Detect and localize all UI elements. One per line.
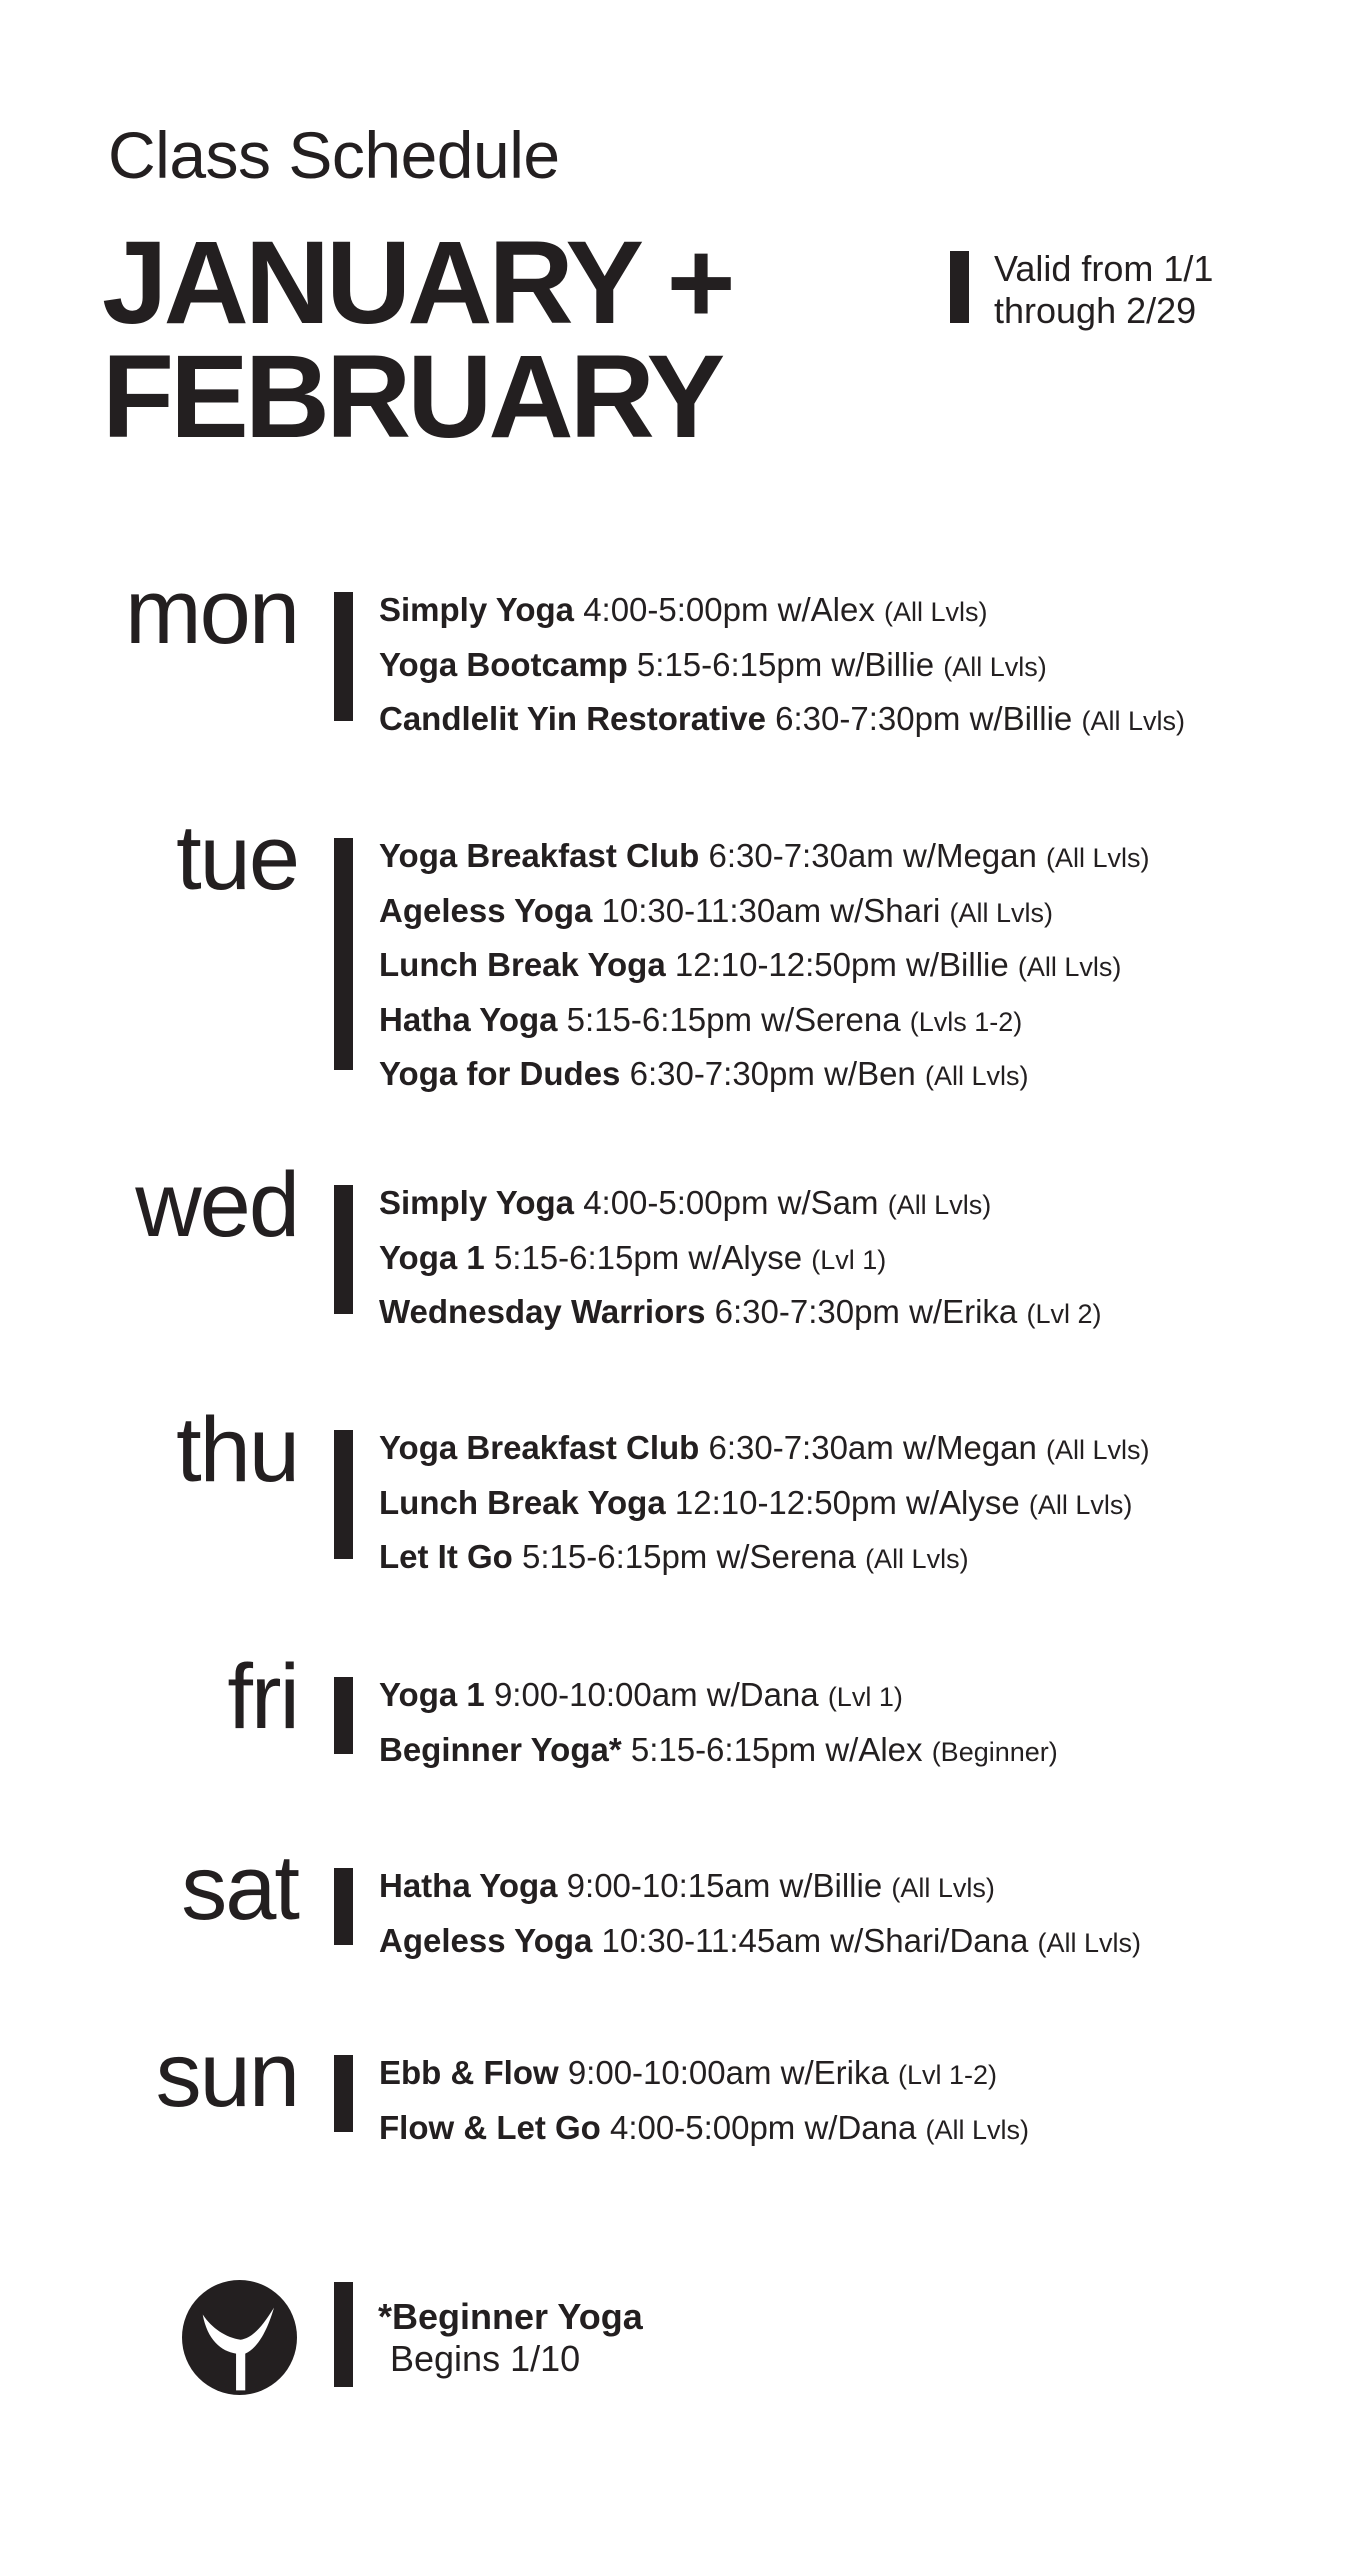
class-time: 5:15-6:15pm [630, 1730, 817, 1768]
class-teacher: w/Alex [777, 591, 875, 628]
validity-divider [950, 251, 969, 323]
class-teacher: w/Alyse [688, 1238, 803, 1276]
validity-note [994, 248, 1213, 332]
class-teacher: w/Serena [716, 1538, 856, 1575]
day-divider [334, 2055, 353, 2132]
class-teacher: w/Ben [824, 1055, 916, 1092]
class-list [379, 2047, 1029, 2156]
footer-note-title: *Beginner Yoga [378, 2296, 643, 2337]
class-name: Hatha Yoga [379, 1000, 558, 1038]
day-divider [334, 1430, 353, 1559]
day-name: fri [227, 1646, 298, 1748]
class-name: Flow & Let Go [379, 2108, 601, 2146]
class-teacher: w/Megan [902, 1429, 1037, 1466]
class-time: 6:30-7:30pm [714, 1293, 900, 1330]
class-list [379, 1860, 1141, 1969]
class-name: Candlelit Yin Restorative [379, 700, 766, 737]
class-time: 5:15-6:15pm [493, 1238, 680, 1276]
class-name: Simply Yoga [379, 591, 575, 628]
class-name: Ageless Yoga [379, 891, 593, 929]
class-name: Yoga Breakfast Club [379, 1429, 700, 1466]
class-row [379, 939, 1150, 994]
class-level: (Lvl 1) [827, 1682, 903, 1712]
class-list [379, 1177, 1101, 1341]
validity-line-1: Valid from 1/1 [994, 248, 1214, 289]
class-level: (All Lvls) [1028, 1489, 1133, 1520]
class-level: (All Lvls) [924, 1061, 1029, 1091]
class-row [379, 1422, 1150, 1477]
class-teacher: w/Billie [969, 700, 1073, 737]
footer-note-sub: Begins 1/10 [390, 2338, 581, 2379]
class-name: Simply Yoga [379, 1184, 575, 1221]
day-name: tue [176, 807, 298, 909]
class-name: Yoga for Dudes [379, 1055, 621, 1092]
class-row [379, 1477, 1150, 1532]
class-level: (All Lvls) [1046, 1435, 1150, 1465]
class-name: Let It Go [379, 1538, 513, 1575]
class-row [379, 994, 1150, 1049]
schedule-subtitle: Class Schedule [108, 118, 560, 192]
validity-line-2: through 2/29 [994, 290, 1197, 331]
class-teacher: w/Sam [777, 1184, 879, 1221]
class-list [379, 830, 1150, 1103]
class-name: Wednesday Warriors [379, 1293, 706, 1330]
class-teacher: w/Alex [825, 1730, 923, 1768]
class-name: Ageless Yoga [379, 1921, 593, 1959]
class-teacher: w/Erika [780, 2054, 889, 2091]
yoga-studio-logo-icon [182, 2280, 297, 2395]
day-divider [334, 1185, 353, 1314]
class-time: 9:00-10:00am [493, 1676, 698, 1713]
class-teacher: w/Dana [804, 2108, 917, 2146]
class-level: (Beginner) [931, 1736, 1058, 1767]
class-level: (All Lvls) [1081, 706, 1185, 736]
class-teacher: w/Megan [902, 837, 1037, 874]
class-level: (All Lvls) [865, 1544, 969, 1574]
class-level: (Lvls 1-2) [909, 1006, 1023, 1037]
class-teacher: w/Shari/Dana [830, 1921, 1029, 1959]
class-time: 12:10-12:50pm [674, 1483, 897, 1521]
class-row [379, 1915, 1141, 1970]
class-row [379, 1669, 1058, 1724]
day-divider [334, 838, 353, 1070]
class-row [379, 885, 1150, 940]
class-level: (All Lvls) [887, 1190, 992, 1220]
class-time: 4:00-5:00pm [583, 591, 769, 628]
class-list [379, 1669, 1058, 1778]
class-level: (All Lvls) [949, 897, 1053, 928]
class-name: Hatha Yoga [379, 1867, 558, 1904]
title-line-1: JANUARY + [102, 217, 732, 349]
class-level: (All Lvls) [1017, 952, 1122, 982]
class-name: Ebb & Flow [379, 2054, 559, 2091]
class-teacher: w/Erika [909, 1293, 1018, 1330]
class-list [379, 1422, 1150, 1586]
class-name: Lunch Break Yoga [379, 1483, 666, 1521]
title-line-2: FEBRUARY [102, 331, 722, 463]
class-teacher: w/Billie [831, 645, 935, 683]
class-time: 6:30-7:30pm [775, 700, 961, 737]
class-teacher: w/Billie [779, 1867, 883, 1904]
class-time: 10:30-11:45am [601, 1921, 822, 1959]
class-level: (All Lvls) [943, 651, 1047, 682]
class-teacher: w/Billie [906, 946, 1009, 983]
class-level: (All Lvls) [925, 2114, 1030, 2145]
class-teacher: w/Alyse [906, 1483, 1020, 1521]
class-teacher: w/Dana [706, 1676, 819, 1713]
class-list [379, 584, 1185, 748]
day-name: sun [155, 2024, 298, 2126]
class-row [379, 1860, 1141, 1915]
class-level: (All Lvls) [891, 1873, 995, 1903]
class-level: (All Lvls) [1037, 1927, 1142, 1958]
class-time: 5:15-6:15pm [566, 1000, 752, 1038]
class-time: 6:30-7:30am [708, 1429, 894, 1466]
class-row [379, 584, 1185, 639]
footer-note [378, 2296, 643, 2380]
class-row [379, 1177, 1101, 1232]
class-level: (Lvl 2) [1026, 1299, 1102, 1329]
class-time: 12:10-12:50pm [674, 946, 897, 983]
class-time: 9:00-10:15am [566, 1867, 771, 1904]
class-time: 4:00-5:00pm [610, 2108, 796, 2146]
footer-divider [334, 2282, 353, 2387]
class-time: 5:15-6:15pm [636, 645, 823, 683]
class-name: Yoga Breakfast Club [379, 837, 700, 874]
class-row [379, 1232, 1101, 1287]
class-row [379, 639, 1185, 694]
class-name: Yoga Bootcamp [379, 645, 628, 683]
class-row [379, 2102, 1029, 2157]
class-level: (Lvl 1-2) [898, 2060, 998, 2090]
class-row [379, 1724, 1058, 1779]
class-time: 6:30-7:30pm [629, 1055, 815, 1092]
day-name: mon [125, 561, 298, 663]
class-name: Beginner Yoga* [379, 1730, 622, 1768]
class-level: (All Lvls) [1046, 843, 1150, 873]
day-divider [334, 592, 353, 721]
class-row [379, 693, 1185, 748]
class-level: (Lvl 1) [811, 1244, 887, 1275]
class-row [379, 1048, 1150, 1103]
class-teacher: w/Serena [761, 1000, 901, 1038]
class-name: Yoga 1 [379, 1238, 485, 1276]
class-time: 10:30-11:30am [601, 891, 822, 929]
class-row [379, 1531, 1150, 1586]
class-row [379, 2047, 1029, 2102]
day-name: sat [181, 1837, 298, 1939]
class-time: 9:00-10:00am [567, 2054, 772, 2091]
class-teacher: w/Shari [830, 891, 941, 929]
class-time: 5:15-6:15pm [522, 1538, 708, 1575]
class-row [379, 830, 1150, 885]
day-name: thu [176, 1399, 298, 1501]
day-divider [334, 1677, 353, 1754]
day-divider [334, 1868, 353, 1945]
class-time: 6:30-7:30am [708, 837, 894, 874]
class-level: (All Lvls) [884, 597, 988, 627]
class-time: 4:00-5:00pm [583, 1184, 769, 1221]
class-name: Lunch Break Yoga [379, 946, 666, 983]
class-name: Yoga 1 [379, 1676, 485, 1713]
day-name: wed [135, 1154, 298, 1256]
schedule-title [102, 217, 732, 463]
class-row [379, 1286, 1101, 1341]
